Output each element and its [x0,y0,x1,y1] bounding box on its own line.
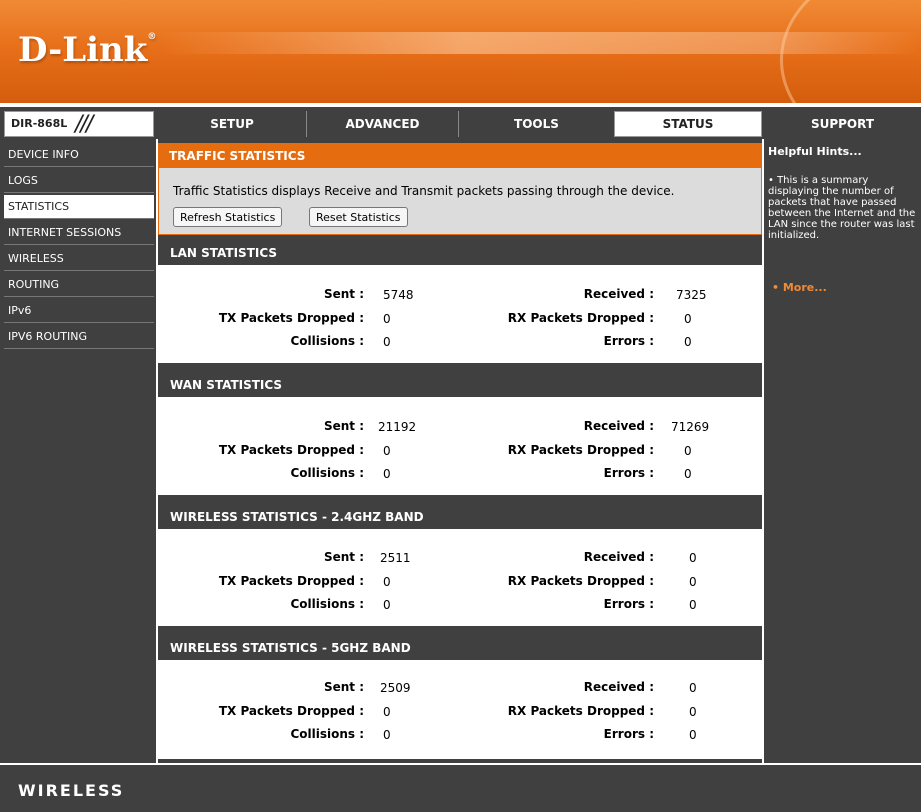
top-nav [0,107,921,139]
tab-support[interactable]: SUPPORT [764,111,921,137]
wan-statistics-title: WAN STATISTICS [158,373,762,397]
rx-dropped-value: 0 [684,444,692,458]
received-label: Received : [583,550,654,564]
errors-label: Errors : [603,727,654,741]
sent-label: Sent : [323,287,364,301]
sidebar-item-logs[interactable]: LOGS [4,169,154,193]
main-content [158,139,762,763]
wireless-5ghz-statistics-title: WIRELESS STATISTICS - 5GHZ BAND [158,636,762,660]
received-value: 71269 [671,420,710,434]
rx-dropped-value: 0 [684,312,692,326]
reset-statistics-button[interactable]: Reset Statistics [309,207,408,227]
sidebar-item-routing[interactable]: ROUTING [4,273,154,297]
helpful-hints-body: • This is a summary displaying the number of packets that have passed between the Internet and the LAN since the router was last initialized. [768,175,916,241]
sidebar [0,139,156,763]
model-label: DIR-868L [11,117,68,130]
sidebar-item-statistics[interactable]: STATISTICS [4,195,154,219]
model-badge [4,111,154,137]
more-link[interactable]: • More... [772,281,827,294]
sent-label: Sent : [323,680,364,694]
tx-dropped-label: TX Packets Dropped : [218,311,364,325]
received-label: Received : [583,287,654,301]
wan-statistics-card [158,373,762,495]
sent-value: 2509 [380,681,411,695]
tx-dropped-label: TX Packets Dropped : [218,443,364,457]
errors-value: 0 [689,598,697,612]
rx-dropped-label: RX Packets Dropped : [507,574,654,588]
traffic-statistics-description: Traffic Statistics displays Receive and Transmit packets passing through the device. [173,184,675,198]
refresh-statistics-button[interactable]: Refresh Statistics [173,207,282,227]
sent-value: 2511 [380,551,411,565]
collisions-label: Collisions : [290,334,364,348]
received-label: Received : [583,419,654,433]
rx-dropped-label: RX Packets Dropped : [507,311,654,325]
sidebar-item-internet-sessions[interactable]: INTERNET SESSIONS [4,221,154,245]
helpful-hints-title: Helpful Hints... [768,145,862,158]
collisions-value: 0 [383,467,391,481]
errors-value: 0 [684,335,692,349]
errors-label: Errors : [603,466,654,480]
header-banner [0,0,921,103]
banner-swoosh [780,0,921,103]
traffic-statistics-title: TRAFFIC STATISTICS [159,144,761,168]
dlink-logo: D-Link® [18,30,157,70]
rx-dropped-label: RX Packets Dropped : [507,704,654,718]
sent-value: 5748 [383,288,414,302]
rx-dropped-value: 0 [689,575,697,589]
errors-value: 0 [684,467,692,481]
tx-dropped-value: 0 [383,575,391,589]
wireless-24ghz-statistics-title: WIRELESS STATISTICS - 2.4GHZ BAND [158,505,762,529]
sidebar-item-ipv6-routing[interactable]: IPV6 ROUTING [4,325,154,349]
tab-setup[interactable]: SETUP [158,111,306,137]
tx-dropped-label: TX Packets Dropped : [218,704,364,718]
tab-status[interactable]: STATUS [614,111,762,137]
collisions-value: 0 [383,598,391,612]
wireless-24ghz-statistics-card [158,505,762,626]
tx-dropped-value: 0 [383,705,391,719]
tx-dropped-value: 0 [383,444,391,458]
tx-dropped-label: TX Packets Dropped : [218,574,364,588]
tab-advanced[interactable]: ADVANCED [306,111,458,137]
sidebar-item-wireless[interactable]: WIRELESS [4,247,154,271]
rx-dropped-value: 0 [689,705,697,719]
sent-label: Sent : [323,550,364,564]
traffic-statistics-panel [158,143,762,235]
errors-label: Errors : [603,334,654,348]
lan-statistics-card [158,241,762,363]
collisions-value: 0 [383,728,391,742]
collisions-label: Collisions : [290,466,364,480]
sidebar-item-ipv6[interactable]: IPv6 [4,299,154,323]
helpful-hints-panel [764,139,921,763]
errors-value: 0 [689,728,697,742]
lan-statistics-title: LAN STATISTICS [158,241,762,265]
footer-bar [0,765,921,812]
received-value: 0 [689,681,697,695]
tab-tools[interactable]: TOOLS [458,111,614,137]
received-label: Received : [583,680,654,694]
wireless-5ghz-statistics-card [158,636,762,759]
model-slashes: /// [75,112,92,137]
tx-dropped-value: 0 [383,312,391,326]
errors-label: Errors : [603,597,654,611]
received-value: 7325 [676,288,707,302]
sent-label: Sent : [323,419,364,433]
footer-wireless-label: WIRELESS [18,781,125,800]
sidebar-item-device-info[interactable]: DEVICE INFO [4,143,154,167]
collisions-value: 0 [383,335,391,349]
rx-dropped-label: RX Packets Dropped : [507,443,654,457]
collisions-label: Collisions : [290,597,364,611]
received-value: 0 [689,551,697,565]
sent-value: 21192 [378,420,417,434]
collisions-label: Collisions : [290,727,364,741]
